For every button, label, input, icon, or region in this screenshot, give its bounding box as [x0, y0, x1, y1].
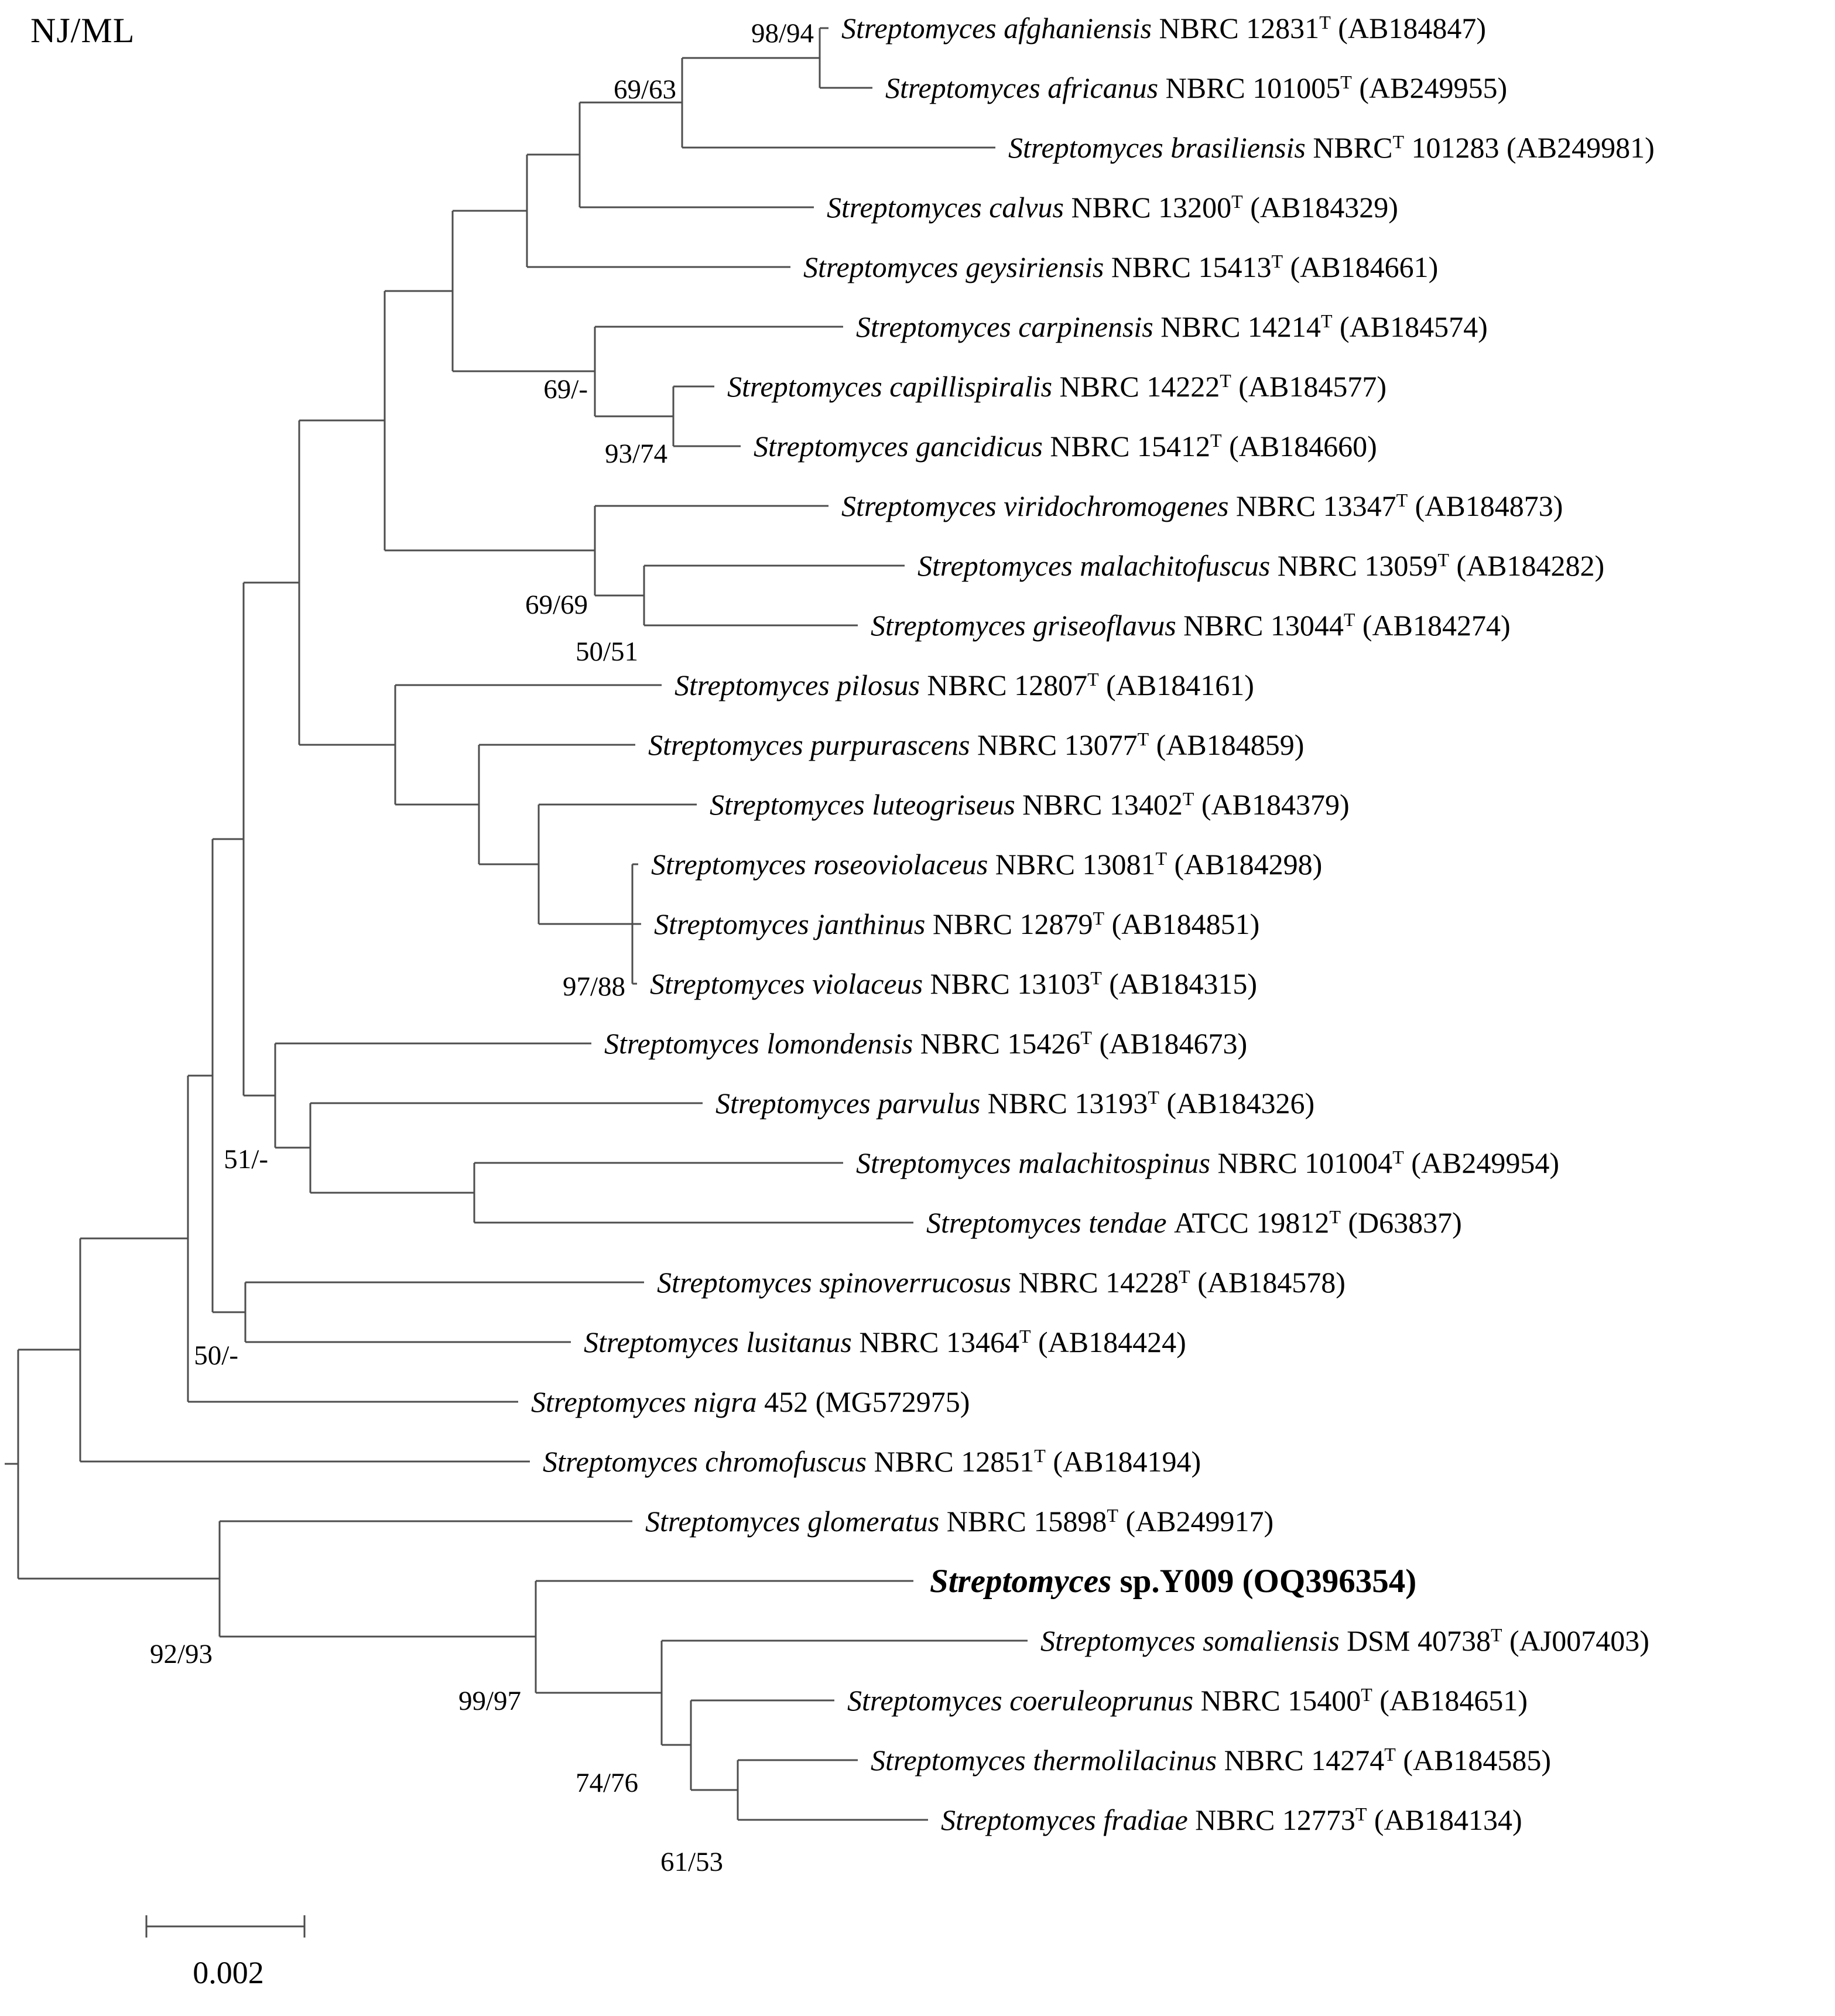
support-value-label: 50/51 — [575, 636, 638, 667]
taxon-label-capillispiralis: Streptomyces capillispiralis NBRC $14222^T$ (AB184577) — [727, 370, 1387, 403]
taxon-label-lusitanus: Streptomyces lusitanus NBRC $13464^T$ (AB184424) — [584, 1326, 1186, 1358]
taxon-label-spinoverrucosus: Streptomyces spinoverrucosus NBRC $14228^T$ (AB184578) — [657, 1266, 1346, 1299]
tree-method-label: NJ/ML — [30, 11, 135, 50]
support-value-label: 97/88 — [562, 971, 625, 1002]
support-value-label: 69/63 — [613, 74, 676, 105]
support-value-label: 69/69 — [525, 590, 588, 620]
taxon-label-carpinensis: Streptomyces carpinensis NBRC $14214^T$ (AB184574) — [856, 310, 1488, 343]
taxon-label-africanus: Streptomyces africanus NBRC $101005^T$ (AB249955) — [885, 71, 1508, 104]
taxon-label-nigra: Streptomyces nigra 452 (MG572975) — [531, 1385, 970, 1418]
taxon-label-parvulus: Streptomyces parvulus NBRC $13193^T$ (AB184326) — [715, 1087, 1315, 1120]
taxon-label-thermolilacinus: Streptomyces thermolilacinus NBRC $14274^T$ (AB184585) — [871, 1744, 1552, 1777]
support-value-label: 99/97 — [458, 1686, 521, 1716]
taxon-label-geysiriensis: Streptomyces geysiriensis NBRC $15413^T$ (AB184661) — [803, 251, 1439, 283]
taxon-label-viridochromogenes: Streptomyces viridochromogenes NBRC $13347^T$ (AB184873) — [841, 490, 1563, 522]
taxon-label-malachitospinus: Streptomyces malachitospinus NBRC $101004^T$ (AB249954) — [856, 1146, 1559, 1179]
taxon-label-coeruleoprunus: Streptomyces coeruleoprunus NBRC $15400^T$ (AB184651) — [847, 1684, 1528, 1717]
taxon-label-luteogriseus: Streptomyces luteogriseus NBRC $13402^T$ (AB184379) — [710, 788, 1350, 821]
taxon-label-chromofuscus: Streptomyces chromofuscus NBRC $12851^T$ (AB184194) — [543, 1445, 1201, 1478]
taxon-label-malachitofuscus: Streptomyces malachitofuscus NBRC $13059^T$ (AB184282) — [918, 549, 1605, 582]
support-value-label: 69/- — [543, 374, 588, 405]
taxon-label-gancidicus: Streptomyces gancidicus NBRC $15412^T$ (AB184660) — [754, 430, 1377, 463]
taxon-label-purpurascens: Streptomyces purpurascens NBRC $13077^T$ (AB184859) — [648, 728, 1305, 761]
support-value-label: 93/74 — [604, 439, 667, 469]
support-value-label: 50/- — [194, 1340, 238, 1371]
support-value-label: 74/76 — [575, 1768, 638, 1798]
taxon-label-somaliensis: Streptomyces somaliensis DSM $40738^T$ (AJ007403) — [1040, 1624, 1649, 1657]
taxon-label-griseoflavus: Streptomyces griseoflavus NBRC $13044^T$ (AB184274) — [871, 609, 1511, 642]
taxon-label-lomondensis: Streptomyces lomondensis NBRC $15426^T$ (AB184673) — [604, 1027, 1248, 1060]
taxon-label-tendae: Streptomyces tendae ATCC $19812^T$ (D63837) — [926, 1206, 1462, 1239]
taxon-label-sp-Y009: Streptomyces sp.Y009 (OQ396354) — [930, 1563, 1417, 1600]
support-value-label: 98/94 — [751, 18, 814, 49]
taxon-label-fradiae: Streptomyces fradiae NBRC $12773^T$ (AB184134) — [941, 1803, 1522, 1836]
support-value-label: 51/- — [224, 1144, 268, 1175]
scale-bar-label: 0.002 — [193, 1955, 264, 1990]
support-value-label: 61/53 — [660, 1847, 723, 1877]
taxon-label-pilosus: Streptomyces pilosus NBRC $12807^T$ (AB184161) — [675, 669, 1254, 701]
taxon-label-brasiliensis: Streptomyces brasiliensis $NBRC^T$ 101283 (AB249981) — [1008, 131, 1655, 164]
taxon-label-violaceus: Streptomyces violaceus NBRC $13103^T$ (AB184315) — [650, 967, 1258, 1000]
taxon-label-calvus: Streptomyces calvus NBRC $13200^T$ (AB184329) — [827, 191, 1398, 224]
support-value-label: 92/93 — [149, 1639, 213, 1669]
taxon-label-janthinus: Streptomyces janthinus NBRC $12879^T$ (AB184851) — [654, 908, 1260, 940]
taxon-label-afghaniensis: Streptomyces afghaniensis NBRC $12831^T$ (AB184847) — [841, 12, 1486, 45]
taxon-label-glomeratus: Streptomyces glomeratus NBRC $15898^T$ (AB249917) — [645, 1505, 1274, 1538]
taxon-label-roseoviolaceus: Streptomyces roseoviolaceus NBRC $13081^T$ (AB184298) — [651, 848, 1323, 881]
